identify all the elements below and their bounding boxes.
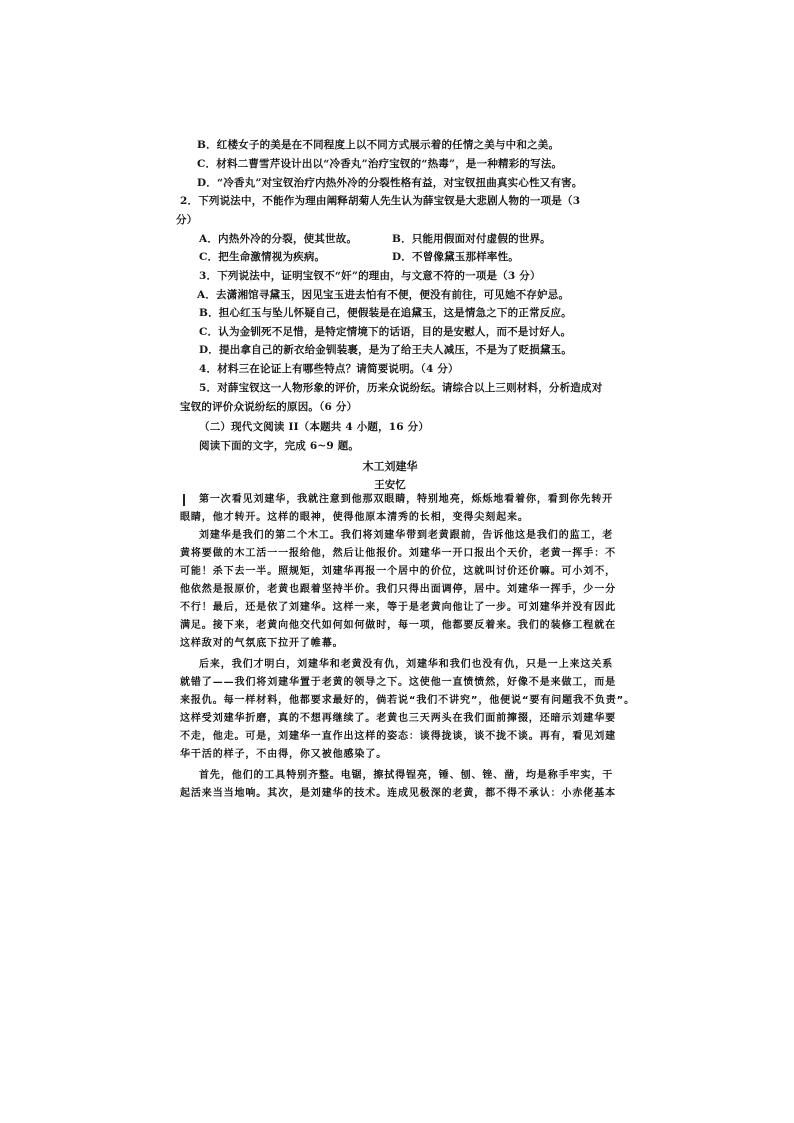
option-d-line: D．“冷香丸”对宝钗治疗内热外冷的分裂性格有益，对宝钗扭曲真实心性又有害。 [197,177,583,189]
section-instruction: 阅读下面的文字，完成 6~9 题。 [199,440,360,452]
story-line: 不走，他走。可是，刘建华一直作出这样的姿态：谈得拢谈，谈不拢不谈。再有，看见刘建 [180,731,616,742]
q3-option-d: D．提出拿自己的新衣给金钏装裹，是为了给王夫人减压，不是为了贬损黛玉。 [199,344,573,356]
story-line: 刘建华是我们的第二个木工。我们将刘建华带到老黄跟前，告诉他这是我们的监工，老 [199,530,614,541]
story-line: 这样敌对的气氛底下拉开了帷幕。 [180,638,344,649]
question-4-line: 4．材料三在论证上有哪些特点？请简要说明。（4 分） [199,363,459,375]
option-b-line: B．红楼女子的美是在不同程度上以不同方式展示着的任情之美与中和之美。 [197,139,560,151]
story-line: 起活来当当地响。其次，是刘建华的技术。连成见极深的老黄，都不得不承认：小赤佬基本 [180,788,616,799]
story-line: 华干活的样子，不由得，你又被他感染了。 [180,749,388,760]
story-line: 黄将要做的木工活一一报给他，然后让他报价。刘建华一开口报出个天价，老黄一挥手：不 [180,548,616,559]
story-author: 王安忆 [374,479,406,491]
margin-mark [183,494,185,506]
story-line: 可能！杀下去一半。照规矩，刘建华再报一个居中的价位，这就叫讨价还价嘛。可小刘不， [180,566,616,577]
story-line: 不行！最后，还是依了刘建华。这样一来，等于是老黄向他让了一步。可刘建华并没有因此 [180,602,616,613]
question-5-continuation: 宝钗的评价众说纷纭的原因。（6 分） [180,401,358,413]
option-c-line: C．材料二曹雪芹设计出以“冷香丸”治疗宝钗的“热毒”，是一种精彩的写法。 [197,158,563,170]
q3-option-a: A．去潇湘馆寻黛玉，因见宝玉进去怕有不便，便没有前往，可见她不存妒忌。 [197,289,570,301]
q2-option-a: A．内热外冷的分裂，使其世故。 [199,233,358,245]
story-line: 这样受刘建华折磨，真的不想再继续了。老黄也三天两头在我们面前撺掇，还暗示刘建华要 [180,713,616,724]
section-heading: （二）现代文阅读 II（本题共 4 小题，16 分） [199,421,430,433]
question-2-line: 2．下列说法中，不能作为理由阐释胡菊人先生认为薛宝钗是大悲剧人物的一项是（3 [180,195,581,207]
question-5-line: 5．对薛宝钗这一人物形象的评价，历来众说纷纭。请综合以上三则材料，分析造成对 [199,382,603,394]
story-line: 首先，他们的工具特别齐整。电锯，擦拭得锃亮，锤、刨、锉、凿，均是称手牢实，干 [199,770,614,781]
story-line: 他依然是报原价，老黄也跟着坚持半价。我们只得出面调停，居中。刘建华一挥手，少一分 [180,584,616,595]
question-2-continuation: 分） [176,214,198,226]
q2-option-c: C．把生命激情视为疾病。 [199,251,326,263]
question-3-line: 3．下列说法中，证明宝钗不“奸”的理由，与文意不符的一项是（3 分） [199,270,541,282]
story-line: 第一次看见刘建华，我就注意到他那双眼睛，特别地亮，烁烁地看着你，看到你先转开 [199,494,614,505]
story-line: 来报仇。每一样材料，他都要求最好的，倘若说“我们不讲究”，他便说“要有问题我不负责”。 [180,695,635,706]
q3-option-c: C．认为金钏死不足惜，是特定情境下的话语，目的是安慰人，而不是讨好人。 [199,326,572,338]
story-line: 满足。接下来，老黄向他交代如何如何做时，每一项，他都要反着来。我们的装修工程就在 [180,620,616,631]
q2-option-d: D．不曾像黛玉那样率性。 [392,251,520,263]
q2-option-b: B．只能用假面对付虚假的世界。 [392,233,551,245]
story-line: 眼睛，他才转开。这样的眼神，使得他原本清秀的长相，变得尖刻起来。 [180,512,529,523]
story-line: 就错了——我们将刘建华置于老黄的领导之下。这使他一直愤愤然，好像不是来做工，而是 [180,677,616,688]
story-line: 后来，我们才明白，刘建华和老黄没有仇，刘建华和我们也没有仇，只是一上来这关系 [199,659,614,670]
story-title: 木工刘建华 [362,460,418,473]
q3-option-b: B．担心红玉与坠儿怀疑自己，便假装是在追黛玉，这是情急之下的正常反应。 [199,307,572,319]
